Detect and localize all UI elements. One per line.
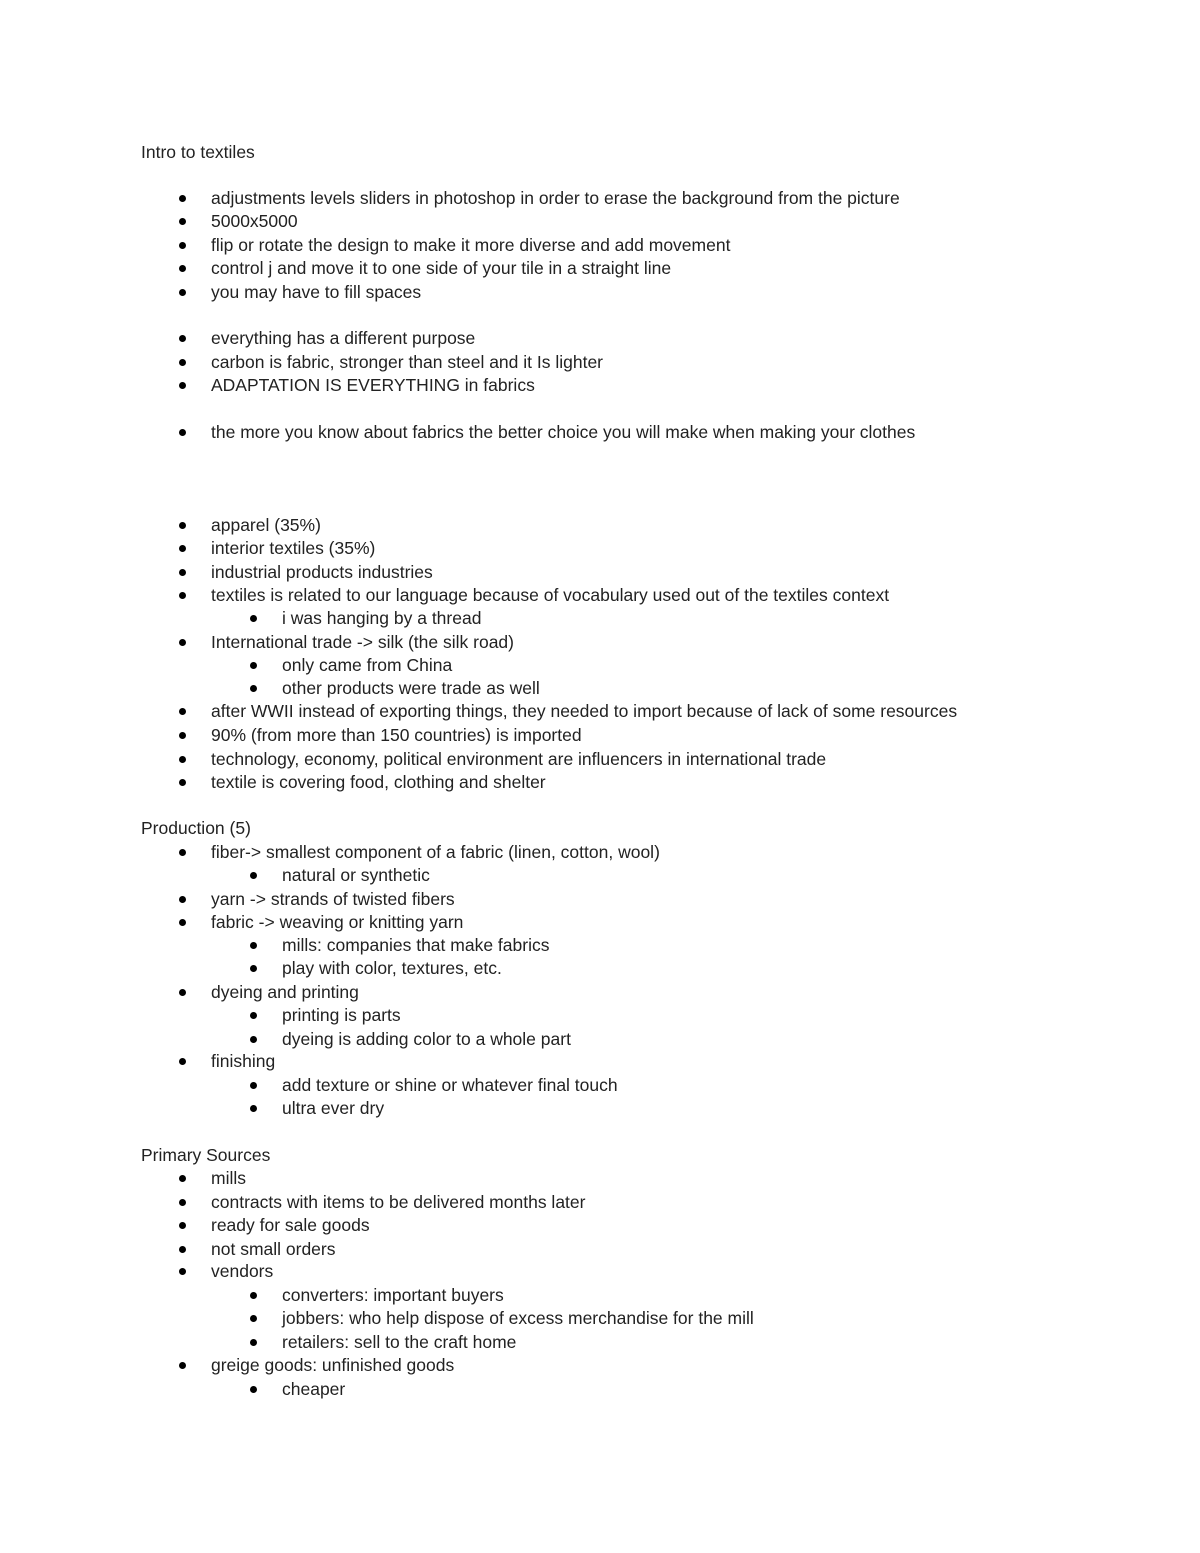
bullet-icon: [179, 195, 186, 202]
bullet-icon: [250, 662, 257, 669]
section-heading-intro: Intro to textiles: [141, 142, 255, 162]
bullet-icon: [179, 545, 186, 552]
bullet-icon: [179, 708, 186, 715]
bullet-icon: [250, 1339, 257, 1346]
bullet-icon: [179, 1058, 186, 1065]
bullet-icon: [179, 779, 186, 786]
bullet-icon: [179, 989, 186, 996]
bullet-icon: [179, 849, 186, 856]
bullet-icon: [250, 1315, 257, 1322]
bullet-icon: [179, 1199, 186, 1206]
bullet-icon: [250, 1105, 257, 1112]
bullet-icon: [179, 242, 186, 249]
bullet-icon: [179, 335, 186, 342]
bullet-icon: [179, 756, 186, 763]
bullet-icon: [179, 1268, 186, 1275]
bullet-icon: [179, 639, 186, 646]
bullet-icon: [250, 965, 257, 972]
bullet-icon: [250, 1036, 257, 1043]
bullet-icon: [179, 522, 186, 529]
bullet-icon: [179, 289, 186, 296]
document-page: Intro to textiles adjustments levels sliders in photoshop in order to erase the background from the picture 5000x5000 flip or rotate the design to make it more diverse and add movement control j and move it to one side of your tile in a straight line you may have to fill spaces everything has a different purpose carbon is fabric, stronger than steel and it Is lighter ADAPTATION IS EVERYTHING in fabrics the more you know about fabrics the better choice you will make when making your clothes apparel (35%) interior textiles (35%) industrial products industries textiles is related to our language because of vocabulary used out of the textiles context i was hanging by a thread International trade -> silk (the silk road) only came from China other products were trade as well after WWII instead of exporting things, they needed to import because of lack of some resources 90% (from more than 150 countries) is imported technology, economy, political environment are influencers in international trade textile is covering food, clothing and shelter Production (5) fiber-> smallest component of a fabric (linen, cotton, wool) natural or synthetic yarn -> strands of twisted fibers fabric -> weaving or knitting yarn mills: companies that make fabrics play with color, textures, etc. dyeing and printing printing is parts dyeing is adding color to a whole part finishing add texture or shine or whatever final touch ultra ever dry Primary Sources mills contracts with items to be delivered months later ready for sale goods not small orders vendors converters: important buyers jobbers: who help dispose of excess merchandise for the mill retailers: sell to the craft home greige goods: unfinished goods cheaper: [141, 142, 958, 1399]
bullet-icon: [250, 1292, 257, 1299]
bullet-icon: [250, 1012, 257, 1019]
bullet-icon: [179, 1362, 186, 1369]
bullet-icon: [250, 942, 257, 949]
bullet-icon: [179, 896, 186, 903]
bullet-icon: [179, 382, 186, 389]
bullet-icon: [179, 1222, 186, 1229]
bullet-icon: [250, 872, 257, 879]
bullet-icon: [250, 1082, 257, 1089]
bullet-icon: [179, 569, 186, 576]
bullet-icon: [179, 1175, 186, 1182]
bullet-icon: [250, 685, 257, 692]
section-heading-primary-sources: Primary Sources: [141, 1145, 271, 1165]
bullet-icon: [250, 1386, 257, 1393]
bullet-icon: [179, 592, 186, 599]
bullet-icon: [179, 359, 186, 366]
bullet-icon: [179, 218, 186, 225]
section-heading-production: Production (5): [141, 818, 251, 838]
bullet-icon: [179, 265, 186, 272]
bullet-icon: [179, 919, 186, 926]
bullet-icon: [250, 615, 257, 622]
bullet-icon: [179, 429, 186, 436]
bullet-icon: [179, 732, 186, 739]
bullet-icon: [179, 1246, 186, 1253]
